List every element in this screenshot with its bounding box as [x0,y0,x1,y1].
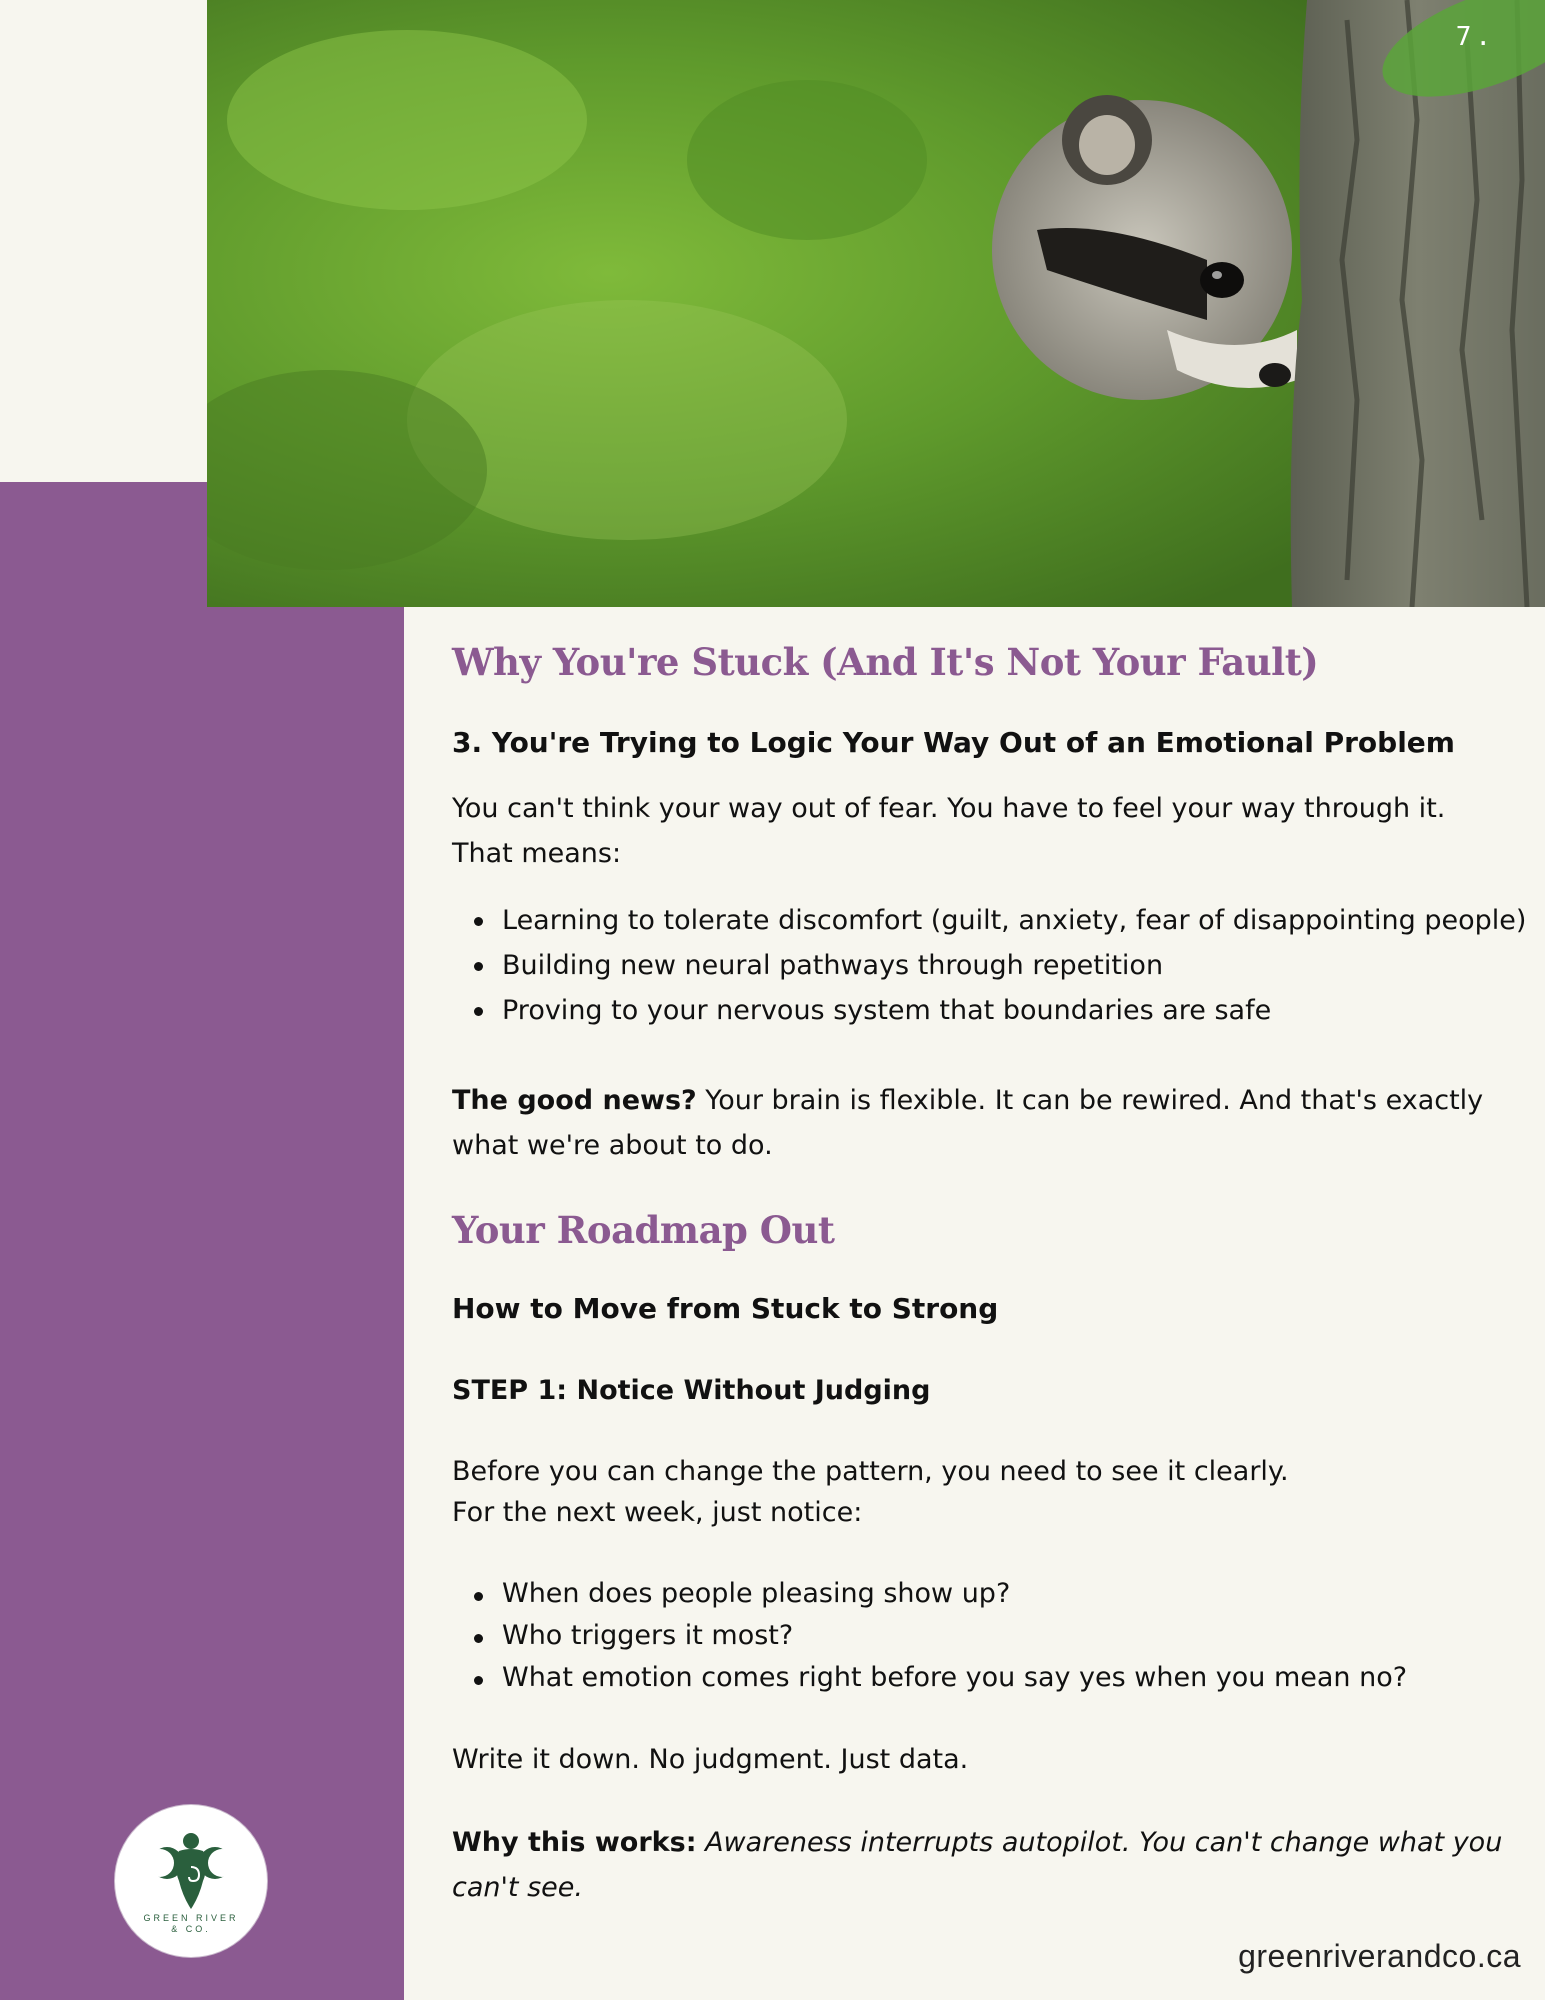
step-intro-line-1: Before you can change the pattern, you need to see it clearly. [452,1456,1289,1487]
logo-line-1: GREEN RIVER [143,1913,239,1923]
purple-sidebar-block [0,482,404,2000]
good-news-paragraph [452,1078,1512,1168]
intro-line-2: That means: [452,838,622,869]
point-3-heading: 3. You're Trying to Logic Your Way Out of an Emotional Problem [452,726,1455,759]
logo-text [115,1913,267,1935]
roadmap-subheading: How to Move from Stuck to Strong [452,1292,999,1325]
intro-line-1: You can't think your way out of fear. You have to feel your way through it. [452,793,1446,824]
discomfort-list [452,898,1527,1033]
section-title-why-stuck: Why You're Stuck (And It's Not Your Fault) [452,640,1319,684]
hero-photo [207,0,1545,607]
list-item: Learning to tolerate discomfort (guilt, anxiety, fear of disappointing people) [502,898,1512,943]
website-url: greenriverandco.ca [1238,1938,1521,1974]
why-label: Why this works: [452,1827,697,1858]
why-text: Awareness interrupts autopilot. You can't change what you can't see. [452,1827,1503,1903]
list-item: Building new neural pathways through repetition [502,943,1512,988]
step-1-title: STEP 1: Notice Without Judging [452,1375,931,1406]
green-river-logo [115,1805,267,1957]
good-news-label: The good news? [452,1085,697,1116]
why-this-works-paragraph [452,1820,1512,1910]
step-intro-line-2: For the next week, just notice: [452,1497,863,1528]
main-content [452,640,1527,1910]
page-number: 7. [1455,22,1495,52]
list-item: What emotion comes right before you say yes when you mean no? [502,1657,1512,1699]
list-item: Who triggers it most? [502,1615,1512,1657]
good-news-text: Your brain is flexible. It can be rewired. And that's exactly what we're about to do. [452,1085,1484,1161]
list-item: Proving to your nervous system that boundaries are safe [502,988,1512,1033]
section-title-roadmap: Your Roadmap Out [452,1208,835,1252]
notice-questions-list [452,1573,1512,1699]
list-item: When does people pleasing show up? [502,1573,1512,1615]
logo-line-2: & CO. [171,1924,211,1934]
write-it-down-line: Write it down. No judgment. Just data. [452,1744,969,1775]
raccoon-peeking-photo-icon [207,0,1545,607]
